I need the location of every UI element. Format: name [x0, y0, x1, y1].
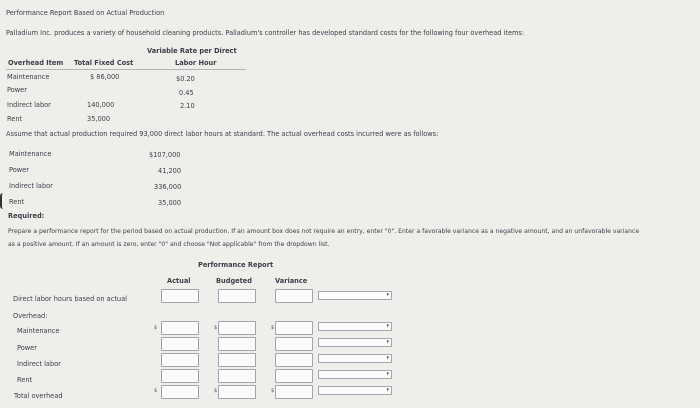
total-overhead-budgeted-input[interactable] — [218, 385, 256, 399]
indirect-labor-actual-input[interactable] — [161, 353, 199, 367]
dollar-sign: $ — [271, 325, 275, 331]
chevron-down-icon: ▾ — [386, 292, 389, 298]
dollar-sign: $ — [154, 325, 158, 331]
col-variance-header: Variance — [275, 277, 308, 285]
dlh-variance-dropdown[interactable] — [318, 291, 392, 300]
total-overhead-actual-input[interactable] — [161, 385, 199, 399]
required-label: Required: — [8, 212, 45, 220]
std-row-label: Indirect labor — [7, 101, 51, 109]
intro-text: Palladium Inc. produces a variety of household cleaning products. Palladium's controller has developed standard costs for the following four overhead items: — [6, 29, 525, 37]
page-title: Performance Report Based on Actual Production — [6, 9, 165, 17]
instructions-line2: as a positive amount. If an amount is zero, enter "0" and choose "Not applicable" from the dropdown list. — [8, 241, 330, 248]
rent-variance-input[interactable] — [275, 369, 313, 383]
chevron-down-icon: ▾ — [386, 387, 389, 393]
dlh-actual-input[interactable] — [161, 289, 199, 303]
report-item-label: Maintenance — [17, 327, 60, 335]
std-row-fixed: 140,000 — [87, 101, 115, 109]
table-divider — [6, 69, 246, 70]
rent-budgeted-input[interactable] — [218, 369, 256, 383]
indirect-labor-variance-dropdown[interactable] — [318, 354, 392, 363]
maintenance-variance-input[interactable] — [275, 321, 313, 335]
std-row-label: Maintenance — [7, 73, 50, 81]
dollar-sign: $ — [154, 388, 158, 394]
std-row-label: Rent — [7, 115, 23, 123]
dollar-sign: $ — [271, 388, 275, 394]
col-actual-header: Actual — [167, 277, 191, 285]
actual-item-value: 35,000 — [158, 199, 182, 207]
total-fixed-cost-header: Total Fixed Cost — [74, 59, 134, 67]
overhead-item-header: Overhead Item — [8, 59, 64, 67]
std-row-rate: $0.20 — [176, 75, 195, 83]
indirect-labor-variance-input[interactable] — [275, 353, 313, 367]
std-row-rate: 2.10 — [180, 102, 195, 110]
actual-item-label: Rent — [9, 198, 25, 206]
std-row-label: Power — [7, 86, 27, 94]
maintenance-variance-dropdown[interactable] — [318, 322, 392, 331]
actual-item-value: 336,000 — [154, 183, 182, 191]
actual-item-value: $107,000 — [149, 151, 181, 159]
std-row-fixed: $ 86,000 — [90, 73, 120, 81]
chevron-down-icon: ▾ — [386, 371, 389, 377]
actual-item-label: Power — [9, 166, 29, 174]
dlh-variance-input[interactable] — [275, 289, 313, 303]
chevron-down-icon: ▾ — [386, 339, 389, 345]
actual-item-label: Indirect labor — [9, 182, 53, 190]
indirect-labor-budgeted-input[interactable] — [218, 353, 256, 367]
maintenance-actual-input[interactable] — [161, 321, 199, 335]
dlh-row-label: Direct labor hours based on actual — [13, 295, 127, 303]
std-row-rate: 0.45 — [179, 89, 194, 97]
rent-variance-dropdown[interactable] — [318, 370, 392, 379]
chevron-down-icon: ▾ — [386, 355, 389, 361]
report-item-label: Rent — [17, 376, 33, 384]
report-item-label: Indirect labor — [17, 360, 61, 368]
variable-rate-header-line2: Labor Hour — [175, 59, 217, 67]
left-edge-bracket — [0, 193, 5, 209]
total-overhead-variance-input[interactable] — [275, 385, 313, 399]
instructions-line1: Prepare a performance report for the period based on actual production. If an amount box does not require an entry, enter "0". Enter a favorable variance as a negative amount, and an unfavorable variance — [8, 228, 640, 235]
col-budgeted-header: Budgeted — [216, 277, 252, 285]
chevron-down-icon: ▾ — [386, 323, 389, 329]
assumption-text: Assume that actual production required 93,000 direct labor hours at standard. The actual overhead costs incurred were as follows: — [6, 130, 439, 138]
variable-rate-header-line1: Variable Rate per Direct — [147, 47, 237, 55]
dollar-sign: $ — [214, 388, 218, 394]
std-row-fixed: 35,000 — [87, 115, 111, 123]
rent-actual-input[interactable] — [161, 369, 199, 383]
total-overhead-label: Total overhead — [14, 392, 63, 400]
maintenance-budgeted-input[interactable] — [218, 321, 256, 335]
power-budgeted-input[interactable] — [218, 337, 256, 351]
dlh-budgeted-input[interactable] — [218, 289, 256, 303]
power-variance-dropdown[interactable] — [318, 338, 392, 347]
power-variance-input[interactable] — [275, 337, 313, 351]
actual-item-value: 41,200 — [158, 167, 182, 175]
power-actual-input[interactable] — [161, 337, 199, 351]
total-overhead-variance-dropdown[interactable] — [318, 386, 392, 395]
report-item-label: Power — [17, 344, 37, 352]
overhead-label: Overhead: — [13, 312, 48, 320]
report-title: Performance Report — [198, 261, 274, 269]
actual-item-label: Maintenance — [9, 150, 52, 158]
dollar-sign: $ — [214, 325, 218, 331]
